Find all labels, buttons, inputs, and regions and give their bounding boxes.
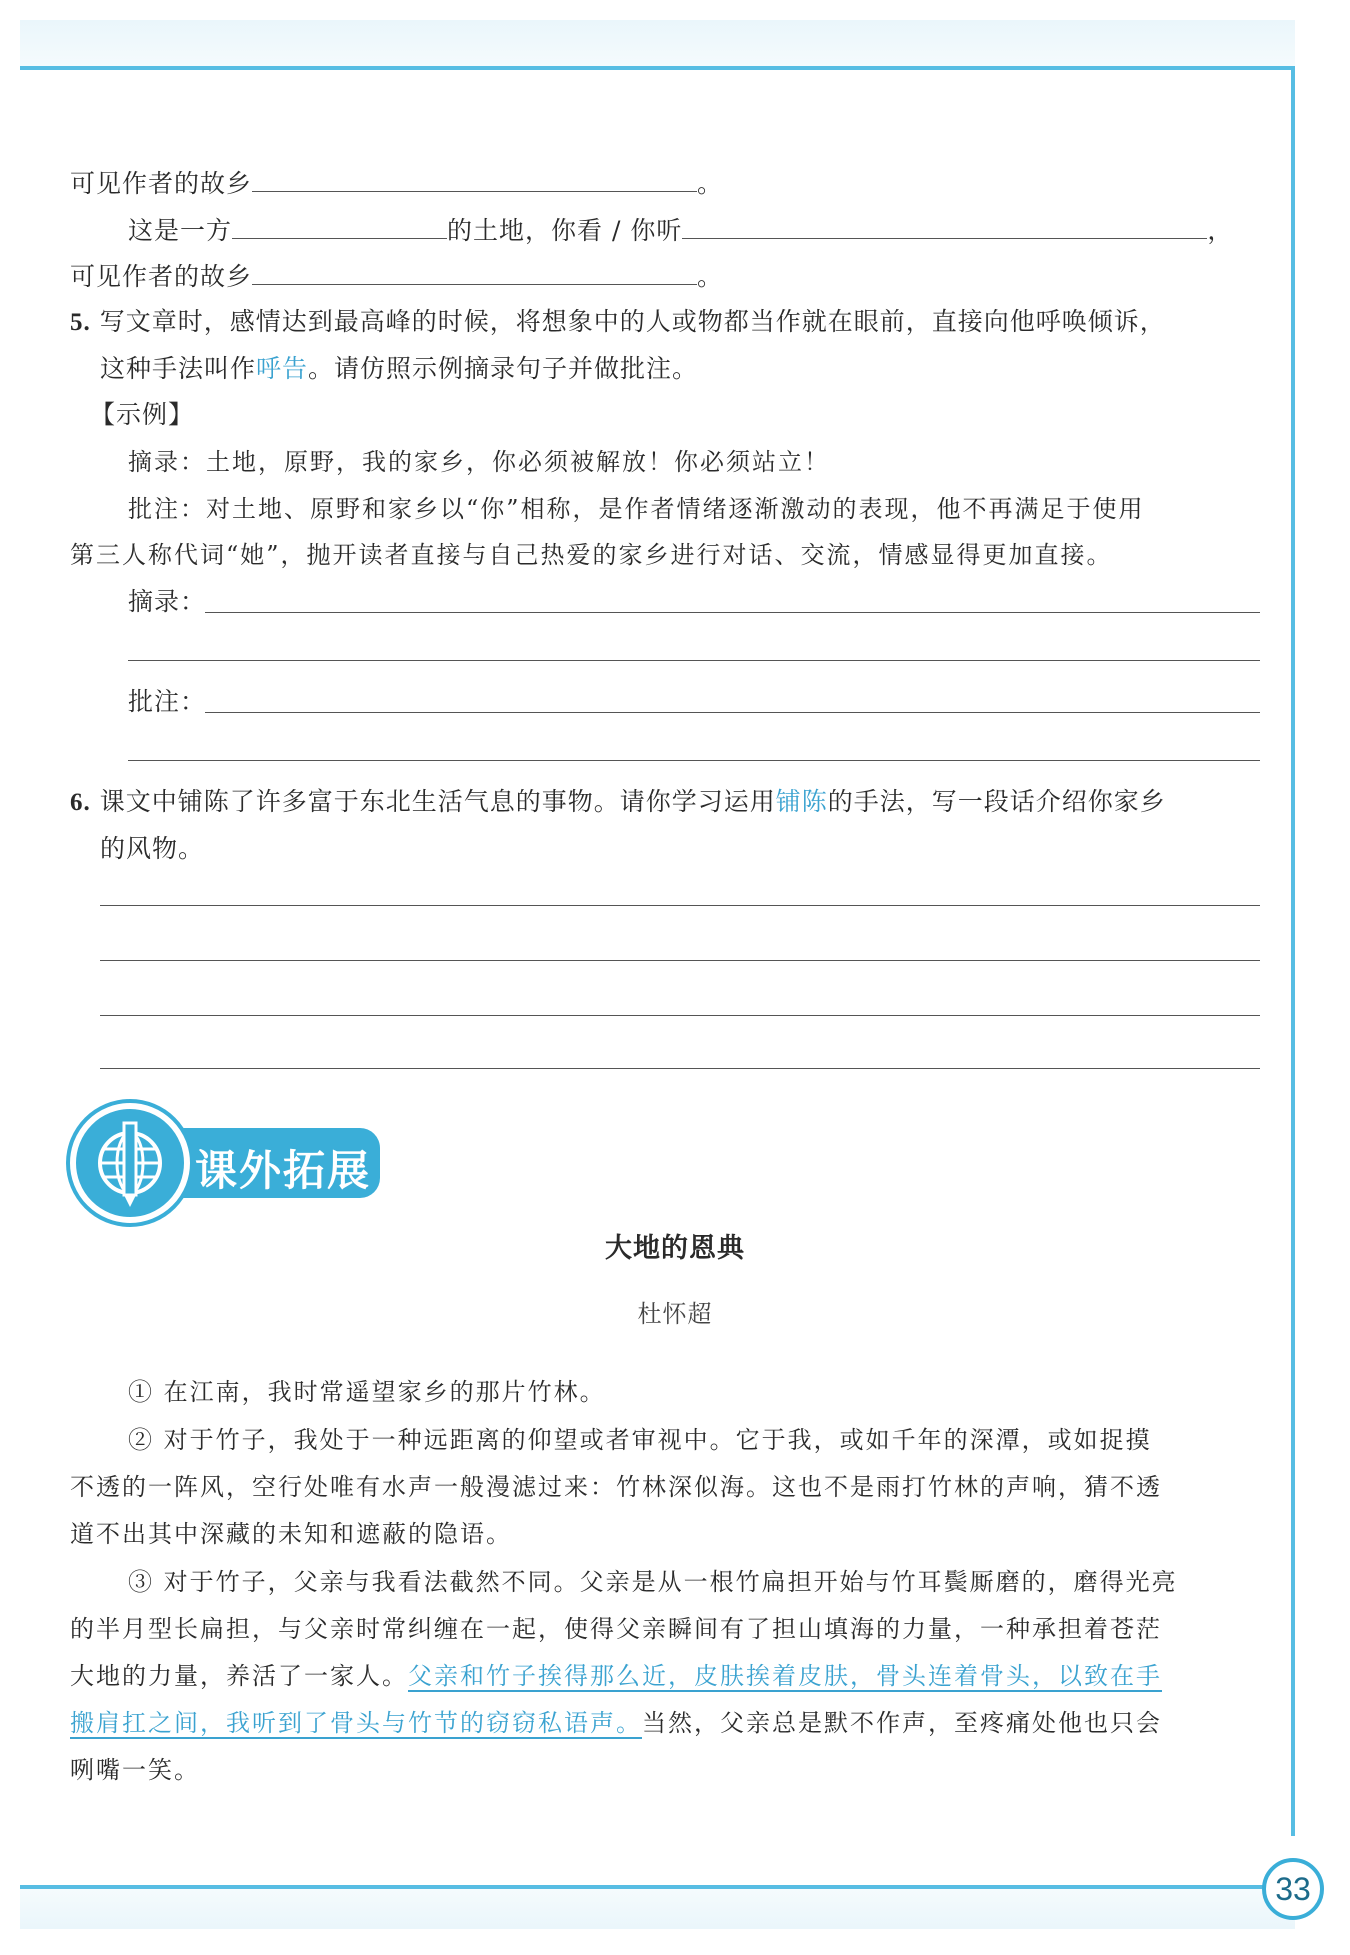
q6-line1	[70, 785, 1166, 820]
q5-note-example-2: 第三人称代词“她”，抛开读者直接与自己热爱的家乡进行对话、交流，情感显得更加直接。	[70, 541, 1113, 569]
right-border-line	[1291, 66, 1295, 1836]
q6-text1-a: 课文中铺陈了许多富于东北生活气息的事物。请你学习运用	[99, 787, 776, 816]
q6-text1-b: 的手法，写一段话介绍你家乡	[827, 787, 1166, 816]
article-author: 杜怀超	[637, 1300, 713, 1328]
q4-line1-suffix: 。	[697, 169, 724, 198]
q5-text2-b: 。请仿照示例摘录句子并做批注。	[308, 354, 699, 383]
q6-answer-line-3[interactable]	[100, 1015, 1260, 1016]
article-p3-line4	[70, 1706, 1162, 1740]
q4-line3-suffix: 。	[697, 262, 724, 291]
page-number: 33	[1262, 1858, 1324, 1920]
article-p2-line1: ② 对于竹子，我处于一种远距离的仰望或者审视中。它于我，或如千年的深潭，或如捉摸	[128, 1426, 1152, 1454]
q4-blank-4[interactable]	[252, 258, 697, 285]
article-p1: ① 在江南，我时常遥望家乡的那片竹林。	[128, 1378, 606, 1406]
globe-pen-icon	[70, 1103, 190, 1223]
q5-note-label: 批注：	[128, 687, 207, 716]
q4-line2-b: 的土地，你看 / 你听	[447, 216, 683, 245]
article-title: 大地的恩典	[605, 1233, 745, 1264]
top-border-band	[20, 20, 1295, 70]
q6-answer-line-4[interactable]	[100, 1068, 1260, 1069]
q5-line1	[70, 305, 1166, 340]
article-p3-line3-a: 大地的力量，养活了一家人。	[70, 1662, 408, 1690]
q4-blank-2[interactable]	[232, 212, 447, 239]
article-p3-line2: 的半月型长扁担，与父亲时常纠缠在一起，使得父亲瞬间有了担山填海的力量，一种承担着苍茫	[70, 1615, 1162, 1643]
q6-number: 6.	[70, 789, 91, 816]
q5-note-line-2[interactable]	[128, 760, 1260, 761]
q5-note-line-1[interactable]	[205, 712, 1260, 713]
q5-excerpt-line-1[interactable]	[205, 612, 1260, 613]
section-title: 课外拓展	[195, 1146, 372, 1195]
q5-text2-a: 这种手法叫作	[100, 354, 257, 383]
q4-line2	[128, 212, 1233, 248]
q4-blank-3[interactable]	[682, 212, 1207, 239]
article-p3-line1: ③ 对于竹子，父亲与我看法截然不同。父亲是从一根竹扁担开始与竹耳鬓厮磨的，磨得光亮	[128, 1568, 1178, 1596]
q6-answer-line-2[interactable]	[100, 960, 1260, 961]
q6-keyword: 铺陈	[775, 787, 828, 816]
q6-line2: 的风物。	[100, 834, 205, 863]
q5-example-tag: 【示例】	[90, 400, 195, 429]
bottom-border-band	[20, 1885, 1295, 1929]
article-p2-line3: 道不出其中深藏的未知和遮蔽的隐语。	[70, 1520, 512, 1548]
article-underlined-sentence-2: 搬肩扛之间，我听到了骨头与竹节的窃窃私语声。	[70, 1709, 642, 1737]
q4-line2-a: 这是一方	[128, 216, 233, 245]
article-p3-line5: 咧嘴一笑。	[70, 1756, 200, 1784]
q4-line1-prefix: 可见作者的故乡	[70, 169, 253, 198]
q5-excerpt-example: 摘录：土地，原野，我的家乡，你必须被解放！你必须站立！	[128, 448, 830, 476]
q5-line2	[100, 352, 698, 386]
article-p2-line2: 不透的一阵风，空行处唯有水声一般漫滤过来：竹林深似海。这也不是雨打竹林的声响，猜不透	[70, 1473, 1162, 1501]
q5-number: 5.	[70, 309, 91, 336]
q4-line3	[70, 258, 723, 294]
q5-excerpt-line-2[interactable]	[128, 660, 1260, 661]
q4-line2-c: ，	[1207, 216, 1234, 245]
q5-keyword: 呼告	[256, 354, 309, 383]
q5-text1: 写文章时，感情达到最高峰的时候，将想象中的人或物都当作就在眼前，直接向他呼唤倾诉，	[99, 307, 1166, 336]
q5-excerpt-label: 摘录：	[128, 587, 207, 616]
q5-note-example-1: 批注：对土地、原野和家乡以“你”相称，是作者情绪逐渐激动的表现，他不再满足于使用	[128, 495, 1145, 523]
article-p3-line3	[70, 1659, 1162, 1693]
q4-blank-1[interactable]	[252, 165, 697, 192]
article-underlined-sentence-1: 父亲和竹子挨得那么近，皮肤挨着皮肤，骨头连着骨头，以致在手	[408, 1662, 1162, 1690]
q4-line3-prefix: 可见作者的故乡	[70, 262, 253, 291]
article-p3-line4-b: 当然，父亲总是默不作声，至疼痛处他也只会	[642, 1709, 1162, 1737]
q6-answer-line-1[interactable]	[100, 905, 1260, 906]
q4-line1	[70, 165, 723, 201]
